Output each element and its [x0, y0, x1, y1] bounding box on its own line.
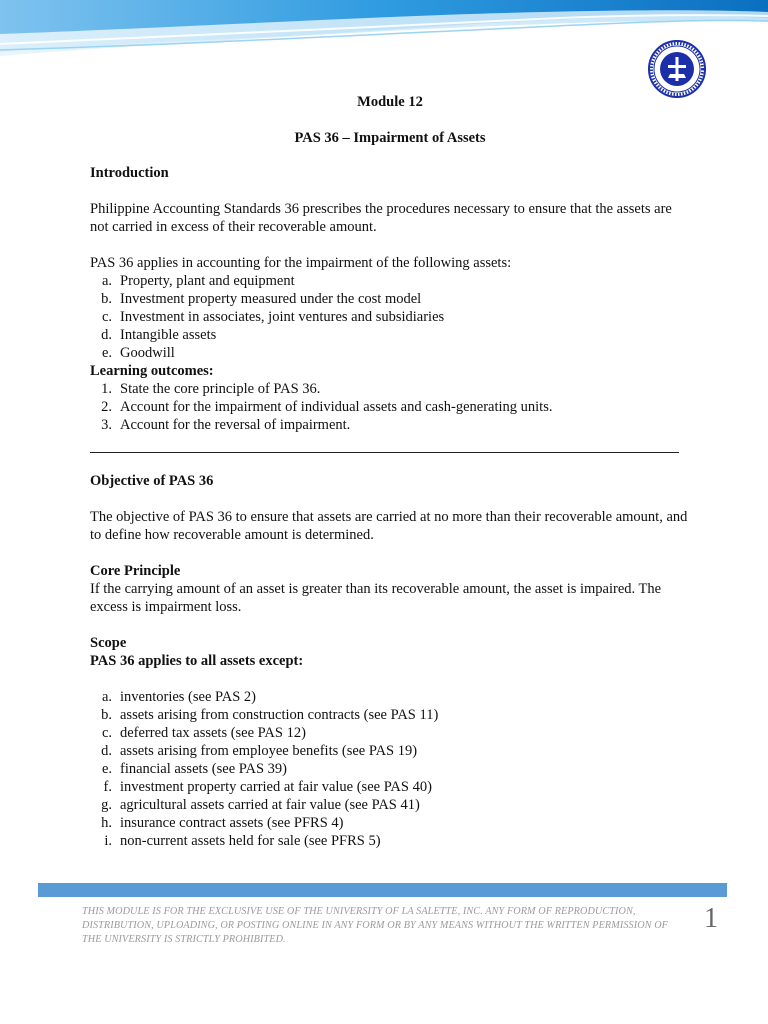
list-item — [90, 326, 690, 344]
list-item — [90, 380, 690, 398]
section-divider — [90, 452, 679, 453]
core-principle-heading: Core Principle — [90, 563, 181, 579]
scope-subheading: PAS 36 applies to all assets except: — [90, 653, 304, 669]
list-item — [90, 778, 690, 796]
scope-list — [90, 688, 690, 850]
subject-title: PAS 36 – Impairment of Assets — [294, 130, 486, 146]
list-item — [90, 832, 690, 850]
list-marker: h. — [101, 815, 112, 831]
list-text: Goodwill — [120, 345, 175, 361]
list-marker: d. — [101, 743, 112, 759]
list-text: investment property carried at fair value (see PAS 40) — [120, 779, 432, 795]
list-text: agricultural assets carried at fair value (see PAS 41) — [120, 797, 420, 813]
list-text: financial assets (see PAS 39) — [120, 761, 287, 777]
list-marker: a. — [101, 273, 112, 289]
list-marker: d. — [101, 327, 112, 343]
outcomes-heading: Learning outcomes: — [90, 363, 214, 379]
list-item — [90, 344, 690, 362]
scope-heading: Scope — [90, 635, 127, 651]
list-text: Account for the reversal of impairment. — [120, 417, 351, 433]
list-marker: f. — [103, 779, 112, 795]
university-seal-icon — [648, 40, 706, 98]
list-item — [90, 290, 690, 308]
list-marker: g. — [101, 797, 112, 813]
intro-heading: Introduction — [90, 165, 169, 181]
list-marker: c. — [101, 309, 112, 325]
list-text: deferred tax assets (see PAS 12) — [120, 725, 306, 741]
list-text: assets arising from construction contracts (see PAS 11) — [120, 707, 439, 723]
objective-paragraph: The objective of PAS 36 to ensure that assets are carried at no more than their recoverable amount, and to define how recoverable amount is determined. — [90, 509, 688, 543]
objective-heading: Objective of PAS 36 — [90, 473, 214, 489]
module-title: Module 12 — [357, 94, 423, 110]
list-item — [90, 272, 690, 290]
footer-bar — [38, 883, 727, 897]
intro-paragraph: Philippine Accounting Standards 36 prescribes the procedures necessary to ensure that the assets are not carried in excess of their recoverable amount. — [90, 201, 672, 235]
applies-list — [90, 272, 690, 362]
list-text: assets arising from employee benefits (see PAS 19) — [120, 743, 418, 759]
list-item — [90, 706, 690, 724]
list-marker: i. — [104, 833, 112, 849]
document-body — [90, 93, 690, 850]
list-text: Account for the impairment of individual assets and cash-generating units. — [120, 399, 553, 415]
applies-lead: PAS 36 applies in accounting for the impairment of the following assets: — [90, 255, 512, 271]
core-principle-paragraph: If the carrying amount of an asset is greater than its recoverable amount, the asset is impaired. The excess is impairment loss. — [90, 581, 662, 615]
list-marker: 3. — [101, 417, 112, 433]
list-item — [90, 688, 690, 706]
list-marker: e. — [101, 345, 112, 361]
list-item — [90, 398, 690, 416]
list-text: Property, plant and equipment — [120, 273, 295, 289]
list-text: non-current assets held for sale (see PFRS 5) — [120, 833, 381, 849]
list-text: Intangible assets — [120, 327, 217, 343]
list-text: State the core principle of PAS 36. — [120, 381, 321, 397]
list-item — [90, 416, 690, 434]
list-item — [90, 742, 690, 760]
list-text: insurance contract assets (see PFRS 4) — [120, 815, 344, 831]
footer-copyright-notice: THIS MODULE IS FOR THE EXCLUSIVE USE OF THE UNIVERSITY OF LA SALETTE, INC. ANY FORM OF REPRODUCTION, DISTRIBUTION, UPLOADING, OR POSTING ONLINE IN ANY FORM OR BY ANY MEANS WITHOUT THE WRITTEN PERMISSION OF THE UNIVERSITY IS STRICTLY PROHIBITED. — [82, 906, 668, 945]
list-text: inventories (see PAS 2) — [120, 689, 256, 705]
list-marker: b. — [101, 291, 112, 307]
list-item — [90, 760, 690, 778]
list-marker: c. — [101, 725, 112, 741]
list-marker: a. — [101, 689, 112, 705]
list-item — [90, 796, 690, 814]
list-item — [90, 308, 690, 326]
list-text: Investment in associates, joint ventures and subsidiaries — [120, 309, 445, 325]
list-marker: e. — [101, 761, 112, 777]
list-item — [90, 814, 690, 832]
list-marker: b. — [101, 707, 112, 723]
list-item — [90, 724, 690, 742]
page-number: 1 — [704, 903, 718, 934]
list-text: Investment property measured under the cost model — [120, 291, 422, 307]
list-marker: 2. — [101, 399, 112, 415]
list-marker: 1. — [101, 381, 112, 397]
outcomes-list — [90, 380, 690, 434]
